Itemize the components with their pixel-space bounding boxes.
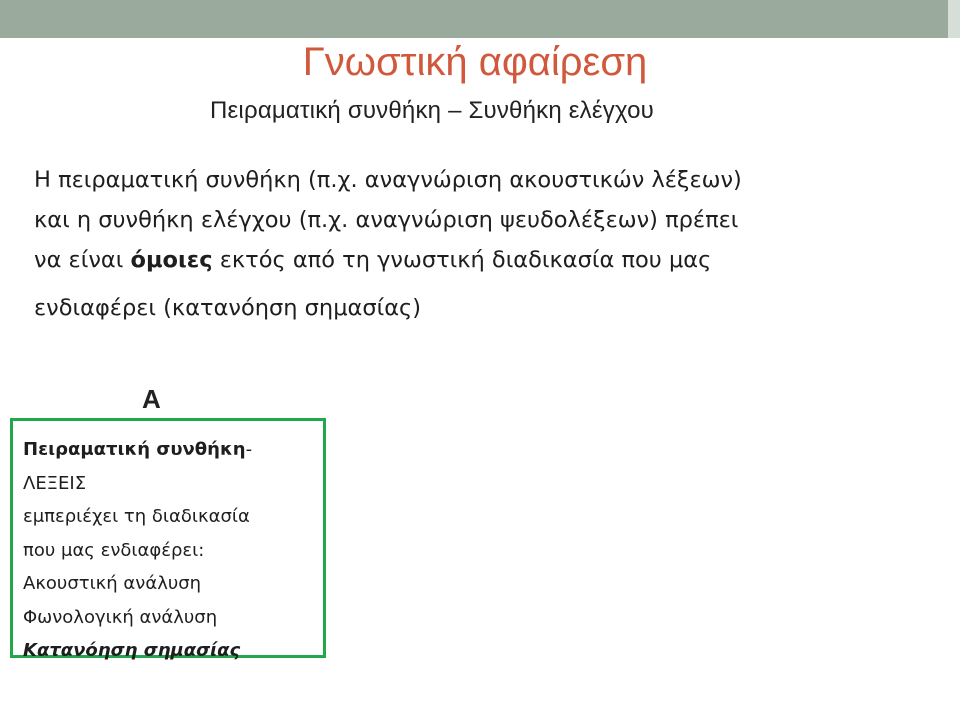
box-content	[23, 433, 252, 668]
body-line-3	[34, 240, 894, 280]
body-line-4: ενδιαφέρει (κατανόηση σημασίας)	[34, 295, 422, 321]
box-line-phonological: Φωνολογική ανάλυση	[23, 606, 218, 628]
body-line-2: και η συνθήκη ελέγχου (π.χ. αναγνώριση ψευδολέξεων) πρέπει	[34, 207, 739, 233]
slide-title: Γνωστική αφαίρεση	[302, 40, 648, 84]
body-line-3-end: εκτός από τη γνωστική διαδικασία που μας	[212, 247, 712, 273]
body-line-3-start: να είναι	[34, 247, 131, 273]
box-line-meaning	[23, 634, 252, 668]
slide-subtitle: Πειραματική συνθήκη – Συνθήκη ελέγχου	[210, 97, 654, 124]
experimental-condition-box	[10, 418, 326, 661]
box-heading-dash: -	[245, 439, 253, 460]
box-line-interest: που μας ενδιαφέρει:	[23, 539, 205, 561]
box-heading-bold: Πειραματική συνθήκη	[23, 439, 246, 460]
box-heading	[23, 433, 252, 467]
top-right-strip	[948, 0, 960, 38]
box-line-meaning-text: Κατανόηση σημασίας	[23, 640, 241, 661]
body-emphasis-similar: όμοιες	[130, 247, 213, 273]
body-paragraph	[34, 160, 894, 328]
box-line-words: ΛΕΞΕΙΣ	[23, 472, 87, 494]
box-line-acoustic: Ακουστική ανάλυση	[23, 573, 202, 594]
body-line-1: Η πειραματική συνθήκη (π.χ. αναγνώριση ακουστικών λέξεων)	[34, 167, 742, 193]
panel-label: Α	[142, 384, 161, 414]
box-line-contains: εμπεριέχει τη διαδικασία	[23, 506, 250, 527]
top-decorative-bar	[0, 0, 948, 38]
